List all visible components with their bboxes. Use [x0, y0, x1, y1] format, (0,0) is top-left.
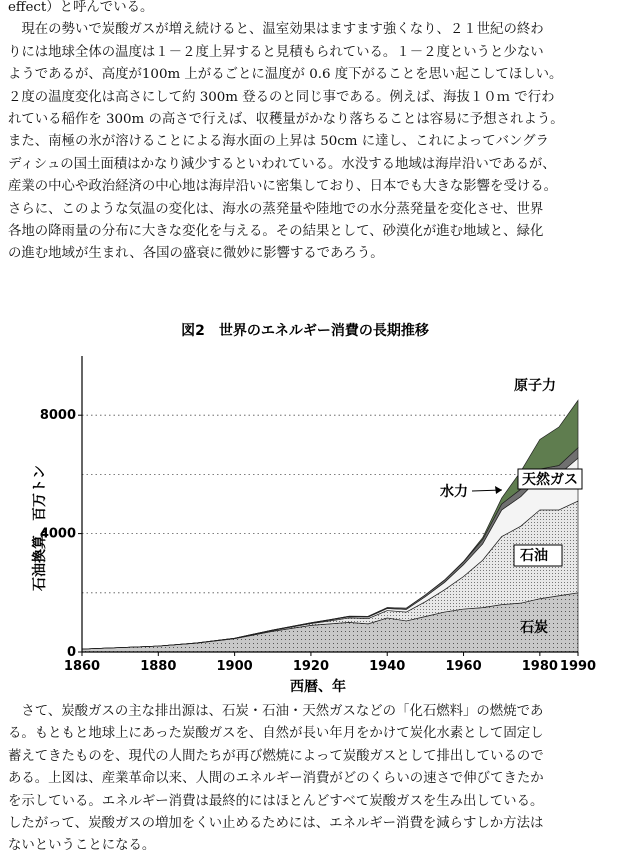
x-tick-label: 1920 [292, 659, 330, 674]
x-tick-label: 1980 [521, 659, 558, 674]
paragraph-bottom [8, 701, 630, 858]
body-text-top-line: ディシュの国土面積はかなり減少するといわれている。水没する地域は海岸沿いであるが、 [8, 156, 556, 172]
body-text-top-line: りには地球全体の温度は１－２度上昇すると見積もられている。１－２度というと少ない [8, 44, 544, 60]
body-text-top-line: effect）と呼んでいる。 [8, 0, 154, 15]
body-text-bottom-line: る。もともと地球上にあった炭酸ガスを、自然が長い年月をかけて炭化水素として固定し [8, 726, 544, 742]
series-label-1: 石油 [520, 548, 548, 564]
body-text-top-line: 現在の勢いで炭酸ガスが増え続けると、温室効果はますます強くなり、２１世紀の終わ [8, 22, 544, 38]
x-tick-label: 1940 [369, 659, 406, 674]
hydro-arrow-head [495, 486, 502, 494]
y-tick-label: 0 [66, 645, 76, 660]
body-text-bottom-line: を示している。エネルギー消費は最終的にはほとんどすべて炭酸ガスを生み出している。 [8, 793, 544, 809]
body-text-top-line: れている稲作を 300m の高さで行えば、収穫量がかなり落ちることは容易に予想されよう。 [8, 112, 564, 128]
body-text-top-line: ２度の温度変化は高さにして約 300m 登るのと同じ事である。例えば、海抜１０ｍ で行わ [8, 89, 555, 105]
body-text-bottom-line: したがって、炭酸ガスの増加をくい止めるためには、エネルギー消費を減らすしか方法は [8, 816, 544, 832]
x-tick-label: 1860 [63, 659, 101, 674]
y-tick-label: 8000 [39, 408, 76, 424]
y-tick-label: 4000 [39, 526, 76, 542]
body-text-bottom-line: 蓄えてきたものを、現代の人間たちが再び燃焼によって炭酸ガスとして排出しているので [8, 748, 544, 764]
body-text-bottom-line: さて、炭酸ガスの主な排出源は、石炭・石油・天然ガスなどの「化石燃料」の燃焼であ [8, 704, 544, 719]
series-label-3: 水力 [440, 484, 468, 500]
y-axis-label: 石油換算、百万トン [32, 465, 48, 591]
chart-title: 図2 世界のエネルギー消費の長期推移 [181, 323, 429, 339]
x-tick-label: 1900 [216, 659, 253, 674]
body-text-top-line: ようであるが、高度が100m 上がるごとに温度が 0.6 度下がることを思い起こしてほしい。 [8, 67, 563, 83]
body-text-top-line: また、南極の氷が溶けることによる海水面の上昇は 50cm に達し、これによってバングラ [8, 134, 549, 150]
body-text-bottom-line: ないということになる。 [8, 838, 156, 854]
x-axis-label: 西暦、年 [290, 679, 346, 695]
plot-area [31, 356, 596, 695]
series-label-2: 天然ガス [522, 472, 578, 488]
x-tick-label: 1990 [559, 659, 597, 674]
body-text-top-line: の進む地域が生まれ、各国の盛衰に微妙に影響するであろう。 [8, 246, 384, 262]
series-label-4: 原子力 [514, 378, 556, 394]
series-label-0: 石炭 [520, 620, 548, 636]
x-tick-label: 1880 [140, 659, 177, 674]
energy-chart [0, 318, 634, 698]
body-text-top-line: 産業の中心や政治経済の中心地は海岸沿いに密集しており、日本でも大きな影響を受ける。 [8, 179, 558, 195]
x-tick-label: 1960 [445, 659, 482, 674]
paragraph-top [8, 0, 630, 266]
body-text-top-line: 各地の降雨量の分布に大きな変化を与える。その結果として、砂漠化が進む地域と、緑化 [8, 224, 544, 240]
body-text-bottom-line: ある。上図は、産業革命以来、人間のエネルギー消費がどのくらいの速さで伸びてきたか [8, 771, 544, 787]
body-text-top-line: さらに、このような気温の変化は、海水の蒸発量や陸地での水分蒸発量を変化させ、世界 [8, 201, 544, 217]
